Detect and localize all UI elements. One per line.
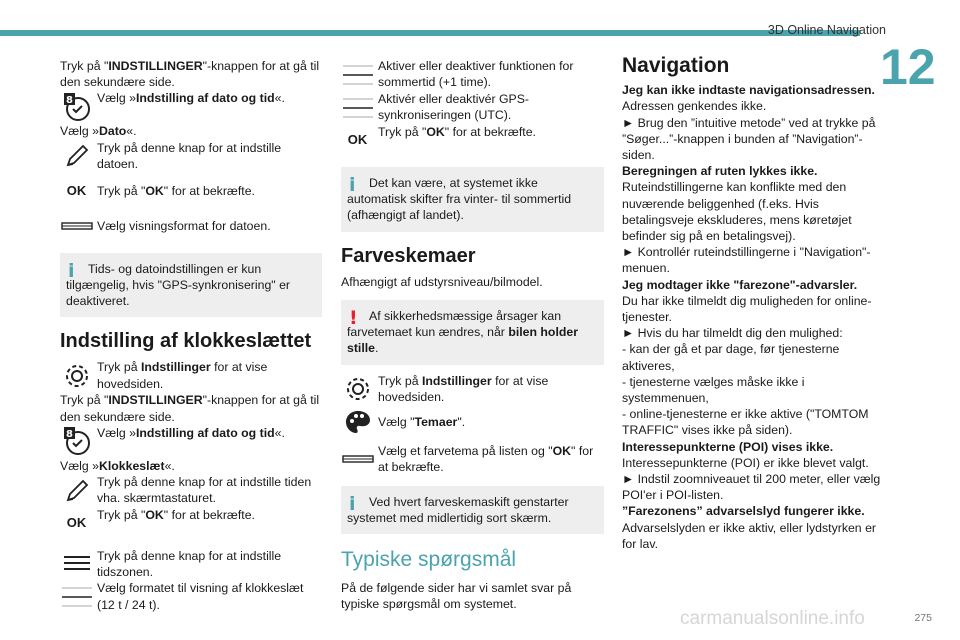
question: Interessepunkterne (POI) vises ikke. xyxy=(622,439,834,454)
paragraph: Vælg »Dato«. xyxy=(60,124,137,139)
answer: Adressen genkendes ikke. xyxy=(622,99,767,114)
info-icon: i xyxy=(349,492,356,515)
menu-lines-icon xyxy=(60,546,93,579)
step-row: Aktiver eller deaktiver funktionen for sommertid (+1 time). xyxy=(341,58,604,91)
column-3 xyxy=(622,54,887,552)
answer: - tjenesterne vælges måske ikke i systemmenuen, xyxy=(622,374,805,406)
svg-text:8: 8 xyxy=(65,94,73,106)
step-row: 8 Vælg »Indstilling af dato og tid«. xyxy=(60,90,322,123)
toggle-line-icon xyxy=(60,580,93,613)
question: Jeg modtager ikke "farezone"-advarsler. xyxy=(622,277,858,292)
answer: Du har ikke tilmeldt dig muligheden for online-tjenester. xyxy=(622,293,872,325)
ok-icon: OK xyxy=(66,515,87,531)
step-row: OK Tryk på "OK" for at bekræfte. xyxy=(60,507,322,540)
warning-icon: ! xyxy=(349,307,358,330)
step-row: Vælg et farvetema på listen og "OK" for at bekræfte. xyxy=(341,443,604,476)
step-row: Aktivér eller deaktivér GPS-synkroniseringen (UTC). xyxy=(341,91,604,124)
question: ”Farezonens” advarselslyd fungerer ikke. xyxy=(622,504,865,519)
header-accent-bar xyxy=(0,30,860,36)
heading-faq: Typiske spørgsmål xyxy=(341,548,517,572)
info-icon: i xyxy=(349,174,356,196)
toggle-line-icon xyxy=(341,58,374,91)
heading-clock: Indstilling af klokkeslættet xyxy=(60,330,312,353)
paragraph: Afhængigt af udstyrsniveau/bilmodel. xyxy=(341,274,543,289)
info-icon: i xyxy=(68,259,75,282)
answer: Advarselslyden er ikke aktiv, eller lydstyrken er for lav. xyxy=(622,520,877,551)
paragraph: Tryk på "INDSTILLINGER"-knappen for at gå til den sekundære side. xyxy=(60,59,320,90)
heading-navigation: Navigation xyxy=(622,54,730,77)
answer: ► Hvis du har tilmeldt dig den mulighed: xyxy=(622,326,843,341)
info-note: i Tids- og datoindstillingen er kun tilgængelig, hvis "GPS-synkronisering" er deaktiveret. xyxy=(60,253,322,318)
step-row: Vælg "Temaer". xyxy=(341,406,604,439)
gear-icon xyxy=(60,359,93,392)
info-note: i Ved hvert farveskemaskift genstarter systemet med midlertidig sort skærm. xyxy=(341,486,604,534)
question: Beregningen af ruten lykkes ikke. xyxy=(622,164,818,179)
heading-colors: Farveskemaer xyxy=(341,244,476,267)
step-row: Tryk på Indstillinger for at vise hovedsiden. xyxy=(60,359,322,392)
question: Jeg kan ikke indtaste navigationsadressen. xyxy=(622,83,875,98)
page-8-icon xyxy=(60,90,93,123)
svg-text:8: 8 xyxy=(65,429,73,441)
step-row: Tryk på Indstillinger for at vise hovedsiden. xyxy=(341,373,604,406)
step-row: Tryk på denne knap for at indstille tidszonen. xyxy=(60,546,322,580)
step-row: Tryk på denne knap for at indstille tiden vha. skærmtastaturet. xyxy=(60,474,322,507)
page-8-icon xyxy=(60,425,93,458)
answer: ► Kontrollér ruteindstillingerne i "Navigation"-menuen. xyxy=(622,245,871,276)
paragraph: Vælg »Klokkeslæt«. xyxy=(60,458,175,473)
ok-icon: OK xyxy=(347,132,368,148)
answer: - kan der gå et par dage, før tjenesterne aktiveres, xyxy=(622,342,840,373)
ok-icon: OK xyxy=(66,183,87,198)
paragraph: Tryk på "INDSTILLINGER"-knappen for at gå til den sekundære side. xyxy=(60,393,320,424)
step-row: Vælg formatet til visning af klokkeslæt (12 t / 24 t). xyxy=(60,580,322,613)
step-row: OK Tryk på "OK" for at bekræfte. xyxy=(341,124,604,157)
step-row: 8 Vælg »Indstilling af dato og tid«. xyxy=(60,425,322,458)
format-bar-icon xyxy=(60,210,93,243)
watermark: carmanualsonline.info xyxy=(680,608,865,629)
pencil-icon xyxy=(60,140,93,173)
column-2 xyxy=(341,58,604,613)
answer: Ruteindstillingerne kan konflikte med den nuværende beliggenhed (f.eks. Hvis betalingsveje ekskluderes, mens køretøjet befinder sig på en betalingsvej). xyxy=(622,180,852,244)
answer: ► Indstil zoomniveauet til 200 meter, eller vælg POI'er i POI-listen. xyxy=(622,472,881,503)
section-title: 3D Online Navigation xyxy=(767,23,886,37)
answer: ► Brug den ”intuitive metode” ved at trykke på ”Søger...”-knappen i bunden af ”Navigation”-siden. xyxy=(622,115,876,163)
paragraph: På de følgende sider har vi samlet svar på typiske spørgsmål om systemet. xyxy=(341,581,572,612)
answer: - online-tjenesterne er ikke aktive ("TOMTOM TRAFFIC" vises ikke på siden). xyxy=(622,407,869,438)
pencil-icon xyxy=(60,474,93,507)
page-number: 275 xyxy=(914,612,932,624)
column-1 xyxy=(60,58,322,613)
step-row: Vælg visningsformat for datoen. xyxy=(60,210,322,243)
warning-note: ! Af sikkerhedsmæssige årsager kan farvetemaet kun ændres, når bilen holder stille. xyxy=(341,300,604,365)
step-row: OK Tryk på "OK" for at bekræfte. xyxy=(60,175,322,208)
answer: Interessepunkterne (POI) er ikke blevet valgt. xyxy=(622,455,869,470)
info-note: i Det kan være, at systemet ikke automatisk skifter fra vinter- til sommertid (afhængigt af landet). xyxy=(341,167,604,232)
step-row: Tryk på denne knap for at indstille datoen. xyxy=(60,140,322,173)
palette-icon xyxy=(341,406,374,439)
chapter-number: 12 xyxy=(880,39,936,95)
gear-icon xyxy=(341,373,374,406)
toggle-line-icon xyxy=(341,91,374,124)
format-bar-icon xyxy=(341,443,374,476)
